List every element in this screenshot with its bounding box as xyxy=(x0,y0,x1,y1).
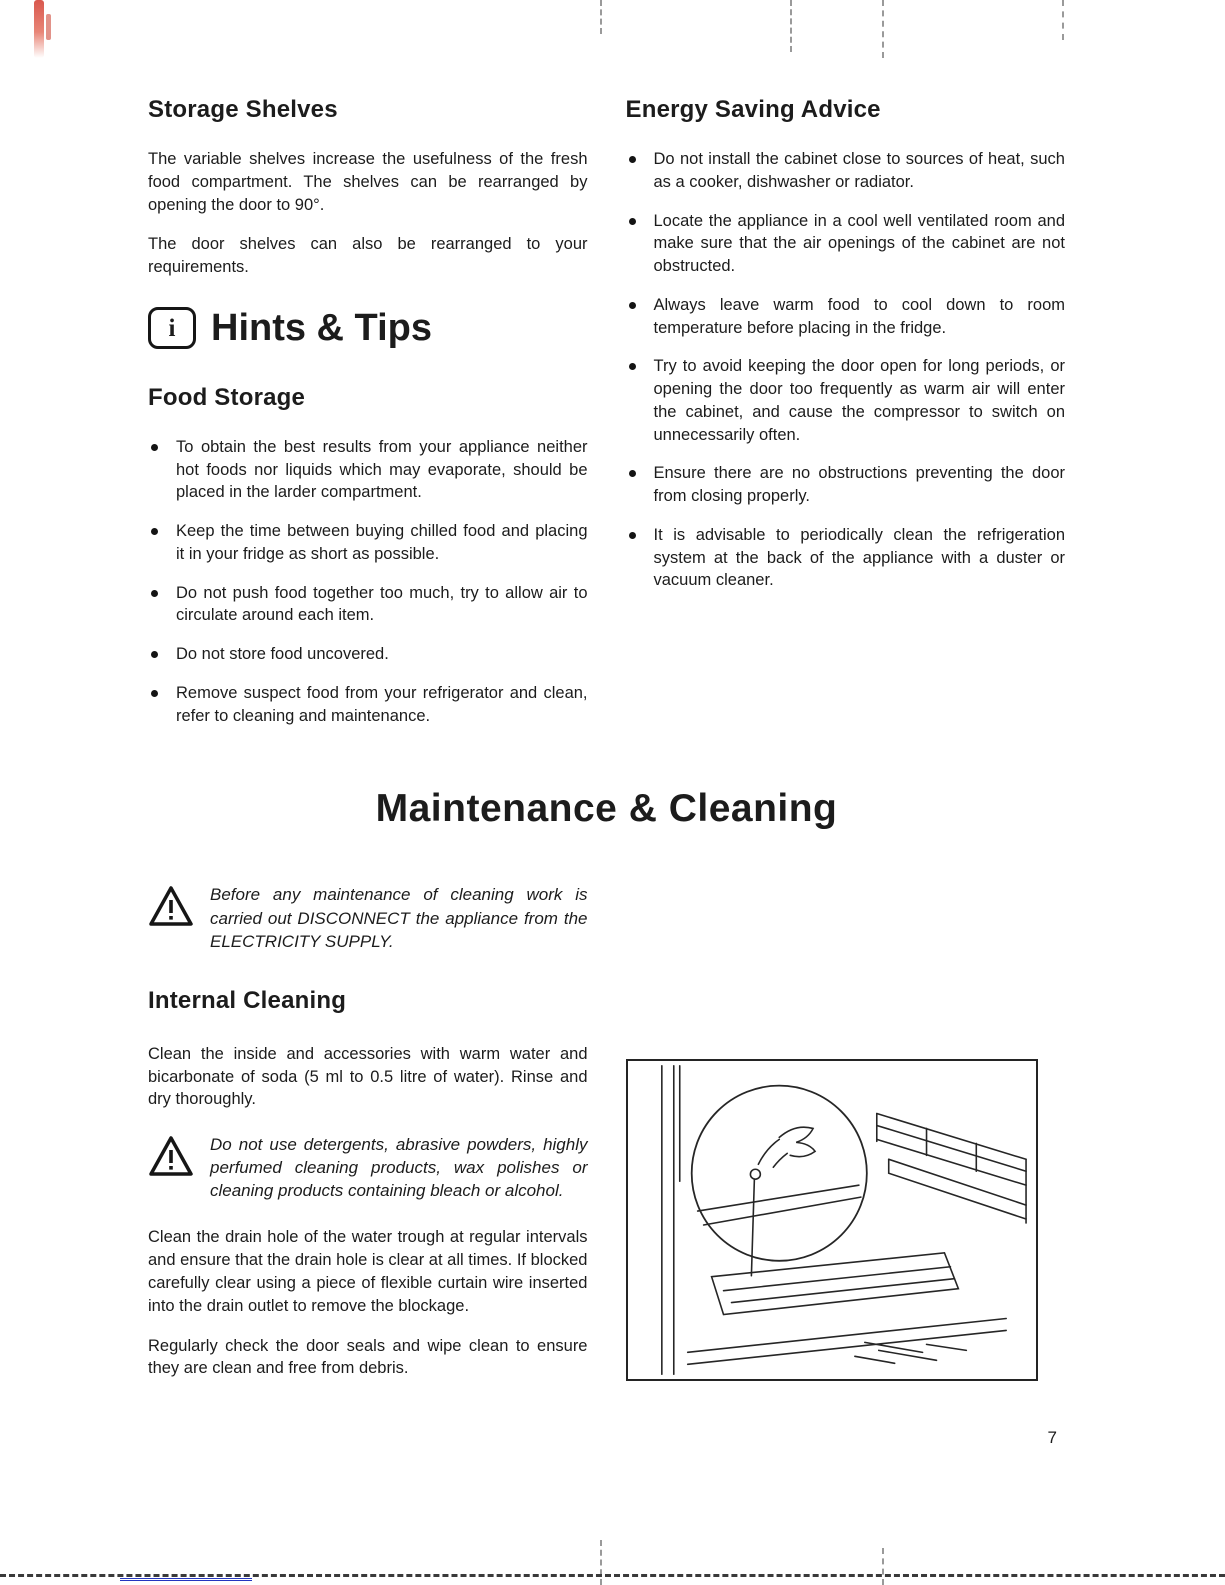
internal-cleaning-paragraph: Regularly check the door seals and wipe clean to ensure they are clean and free from debris. xyxy=(148,1336,588,1378)
internal-cleaning-paragraph: Clean the inside and accessories with warm water and bicarbonate of soda (5 ml to 0.5 litre of water). Rinse and dry thoroughly. xyxy=(148,1044,588,1109)
list-item: Keep the time between buying chilled food and placing it in your fridge as short as possible. xyxy=(148,520,588,566)
list-item: Do not store food uncovered. xyxy=(148,643,588,666)
maintenance-cleaning-heading: Maintenance & Cleaning xyxy=(375,787,838,831)
maintenance-section xyxy=(148,883,1065,1397)
scan-artifact-dash xyxy=(600,1540,602,1585)
warning-triangle-icon xyxy=(148,1133,194,1202)
info-icon: i xyxy=(148,307,196,349)
right-column xyxy=(626,883,1066,1381)
list-item: Do not push food together too much, try to allow air to circulate around each item. xyxy=(148,582,588,628)
fridge-drain-illustration xyxy=(626,1059,1038,1381)
disconnect-warning xyxy=(148,883,588,952)
scan-artifact-bottom-edge xyxy=(0,1574,1225,1577)
fridge-drain-illustration-svg xyxy=(628,1061,1036,1379)
list-item: Locate the appliance in a cool well ventilated room and make sure that the air openings of the cabinet are not obstructed. xyxy=(626,210,1066,278)
food-storage-heading: Food Storage xyxy=(148,383,306,411)
food-storage-list xyxy=(148,436,588,728)
hints-tips-title: Hints & Tips xyxy=(211,306,432,349)
warning-text: Before any maintenance of cleaning work is carried out DISCONNECT the appliance from the ELECTRICITY SUPPLY. xyxy=(210,885,588,951)
right-column xyxy=(626,96,1066,608)
warning-text: Do not use detergents, abrasive powders, highly perfumed cleaning products, wax polishes or cleaning products containing bleach or alcohol. xyxy=(210,1135,588,1201)
list-item: It is advisable to periodically clean the refrigeration system at the back of the appliance with a duster or vacuum cleaner. xyxy=(626,524,1066,592)
internal-cleaning-heading: Internal Cleaning xyxy=(148,986,347,1014)
list-item: Do not install the cabinet close to sources of heat, such as a cooker, dishwasher or radiator. xyxy=(626,148,1066,194)
top-section xyxy=(148,96,1065,743)
warning-triangle-icon xyxy=(148,883,194,952)
storage-shelves-paragraph: The door shelves can also be rearranged to your requirements. xyxy=(148,235,588,277)
page-number: 7 xyxy=(1047,1428,1057,1447)
list-item: Always leave warm food to cool down to room temperature before placing in the fridge. xyxy=(626,294,1066,340)
scan-artifact-blue-line xyxy=(120,1578,252,1581)
internal-cleaning-paragraph: Clean the drain hole of the water trough at regular intervals and ensure that the drain hole is clear at all times. If blocked carefully clear using a piece of flexible curtain wire inserted into the drain outlet to remove the blockage. xyxy=(148,1228,588,1315)
left-column xyxy=(148,96,588,743)
left-column xyxy=(148,883,588,1397)
energy-saving-list xyxy=(626,148,1066,592)
detergents-warning xyxy=(148,1133,588,1202)
list-item: To obtain the best results from your appliance neither hot foods nor liquids which may evaporate, should be placed in the larder compartment. xyxy=(148,436,588,504)
scan-artifact-dash xyxy=(882,1548,884,1585)
storage-shelves-paragraph: The variable shelves increase the usefulness of the fresh food compartment. The shelves can be rearranged by opening the door to 90°. xyxy=(148,150,588,214)
list-item: Remove suspect food from your refrigerator and clean, refer to cleaning and maintenance. xyxy=(148,682,588,728)
storage-shelves-heading: Storage Shelves xyxy=(148,96,338,123)
list-item: Ensure there are no obstructions preventing the door from closing properly. xyxy=(626,462,1066,508)
list-item: Try to avoid keeping the door open for long periods, or opening the door too frequently as warm air will enter the cabinet, and cause the compressor to switch on unnecessarily often. xyxy=(626,355,1066,446)
energy-saving-heading: Energy Saving Advice xyxy=(625,96,881,123)
hints-tips-heading xyxy=(148,307,588,350)
